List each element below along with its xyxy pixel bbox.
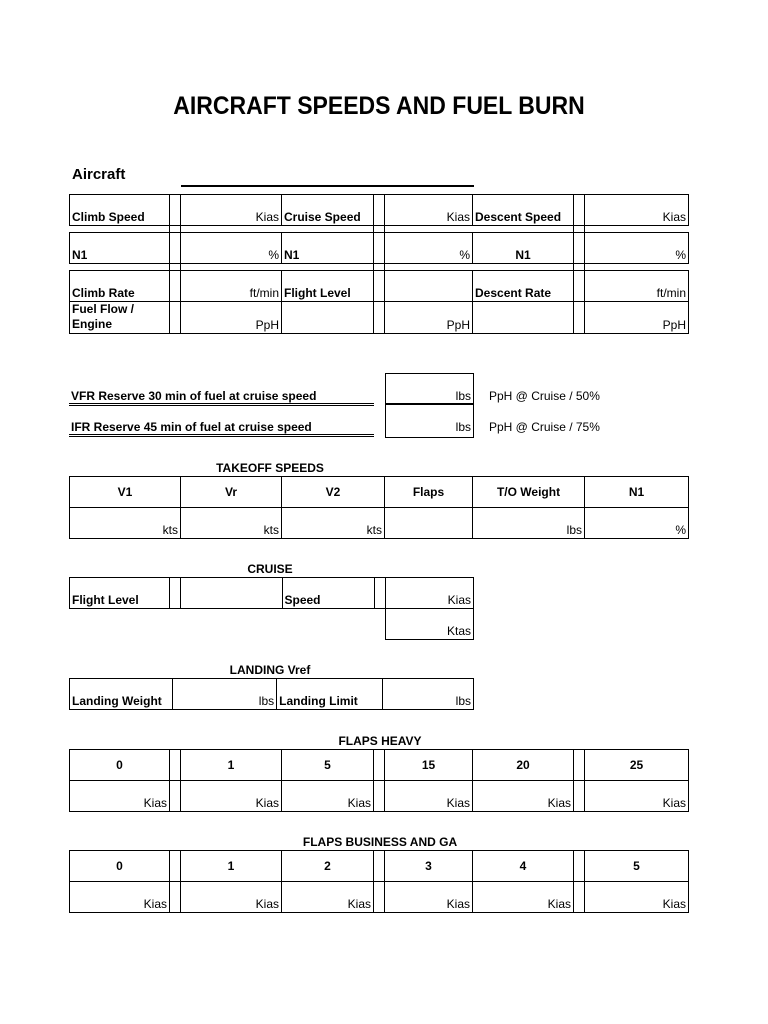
cell — [374, 851, 385, 882]
cell[interactable] — [574, 195, 585, 226]
flaps-ga-header: 5 — [585, 851, 689, 882]
cruise-speed-label: Speed — [282, 578, 374, 609]
flaps-heavy-kias[interactable]: Kias — [585, 781, 689, 812]
flaps-ga-header: 1 — [181, 851, 282, 882]
fuel-flow-cruise-unit[interactable]: PpH — [385, 302, 473, 334]
ifr-reserve-input[interactable]: lbs — [385, 404, 474, 438]
cell[interactable] — [170, 781, 181, 812]
flaps-heavy-kias[interactable]: Kias — [282, 781, 374, 812]
cell[interactable] — [170, 271, 181, 302]
climb-speed-label: Climb Speed — [70, 195, 170, 226]
flaps-heavy-header: 15 — [385, 750, 473, 781]
takeoff-header-n1: N1 — [585, 477, 689, 508]
flight-level-value[interactable] — [385, 271, 473, 302]
spacer — [170, 264, 181, 271]
flaps-heavy-kias[interactable]: Kias — [385, 781, 473, 812]
takeoff-weight-unit[interactable]: lbs — [473, 508, 585, 539]
spacer — [385, 264, 473, 271]
cruise-flight-level-value[interactable] — [181, 578, 282, 609]
page-title: AIRCRAFT SPEEDS AND FUEL BURN — [173, 92, 585, 120]
cell — [374, 750, 385, 781]
spacer — [585, 264, 689, 271]
spacer — [70, 609, 386, 640]
cell[interactable] — [282, 302, 374, 334]
spacer — [170, 226, 181, 233]
spacer — [473, 226, 574, 233]
spacer — [385, 226, 473, 233]
vfr-reserve-input[interactable]: lbs — [385, 373, 474, 404]
ifr-reserve-underline — [69, 434, 374, 437]
aircraft-input-line[interactable] — [181, 185, 474, 187]
takeoff-vr-unit[interactable]: kts — [181, 508, 282, 539]
descent-n1-unit[interactable]: % — [585, 233, 689, 264]
cruise-speed-unit[interactable]: Kias — [385, 195, 473, 226]
descent-rate-label: Descent Rate — [473, 271, 574, 302]
spacer — [70, 226, 170, 233]
takeoff-flaps-value[interactable] — [385, 508, 473, 539]
descent-speed-unit[interactable]: Kias — [585, 195, 689, 226]
flaps-ga-section-title: FLAPS BUSINESS AND GA — [302, 835, 458, 849]
cell[interactable] — [170, 302, 181, 334]
spacer — [70, 264, 170, 271]
ifr-reserve-note: PpH @ Cruise / 75% — [489, 420, 600, 434]
climb-n1-unit[interactable]: % — [181, 233, 282, 264]
fuel-flow-climb-unit[interactable]: PpH — [181, 302, 282, 334]
cell[interactable] — [374, 578, 385, 609]
flaps-heavy-header: 5 — [282, 750, 374, 781]
flaps-heavy-kias[interactable]: Kias — [473, 781, 574, 812]
takeoff-v1-unit[interactable]: kts — [70, 508, 181, 539]
flaps-heavy-header: 25 — [585, 750, 689, 781]
flaps-heavy-header: 20 — [473, 750, 574, 781]
takeoff-header-flaps: Flaps — [385, 477, 473, 508]
climb-n1-label: N1 — [70, 233, 170, 264]
descent-speed-label: Descent Speed — [473, 195, 574, 226]
takeoff-header-v1: V1 — [70, 477, 181, 508]
cell[interactable] — [574, 233, 585, 264]
cruise-ktas-unit[interactable]: Ktas — [385, 609, 473, 640]
cruise-speed-label: Cruise Speed — [282, 195, 374, 226]
cell — [574, 750, 585, 781]
landing-table — [69, 678, 474, 710]
flaps-heavy-header: 0 — [70, 750, 170, 781]
cell[interactable] — [574, 781, 585, 812]
cell[interactable] — [374, 882, 385, 913]
flaps-ga-kias[interactable]: Kias — [585, 882, 689, 913]
fuel-flow-label: Fuel Flow / Engine — [70, 302, 170, 334]
flaps-ga-header: 4 — [473, 851, 574, 882]
flaps-heavy-section-title: FLAPS HEAVY — [338, 734, 422, 748]
descent-n1-label: N1 — [473, 233, 574, 264]
landing-limit-label: Landing Limit — [277, 679, 383, 710]
cell[interactable] — [374, 271, 385, 302]
flaps-ga-kias[interactable]: Kias — [181, 882, 282, 913]
climb-rate-unit[interactable]: ft/min — [181, 271, 282, 302]
flaps-ga-kias[interactable]: Kias — [70, 882, 170, 913]
takeoff-header-v2: V2 — [282, 477, 385, 508]
spacer — [181, 264, 282, 271]
cruise-section-title: CRUISE — [247, 562, 293, 576]
spacer — [374, 264, 385, 271]
cell[interactable] — [374, 781, 385, 812]
cruise-table — [69, 577, 474, 640]
vfr-reserve-underline — [69, 403, 374, 406]
climb-speed-unit[interactable]: Kias — [181, 195, 282, 226]
takeoff-v2-unit[interactable]: kts — [282, 508, 385, 539]
flaps-heavy-header: 1 — [181, 750, 282, 781]
landing-limit-unit[interactable]: lbs — [383, 679, 474, 710]
landing-weight-label: Landing Weight — [70, 679, 173, 710]
cell[interactable] — [374, 195, 385, 226]
takeoff-header-weight: T/O Weight — [473, 477, 585, 508]
performance-table — [69, 194, 689, 334]
flaps-ga-header: 3 — [385, 851, 473, 882]
ifr-reserve-label: IFR Reserve 45 min of fuel at cruise speed — [71, 420, 312, 434]
cruise-kias-unit[interactable]: Kias — [385, 578, 473, 609]
flight-level-label: Flight Level — [282, 271, 374, 302]
takeoff-table — [69, 476, 689, 539]
cell[interactable] — [473, 302, 574, 334]
aircraft-label: Aircraft — [72, 166, 126, 183]
vfr-reserve-note: PpH @ Cruise / 50% — [489, 389, 600, 403]
cell[interactable] — [170, 578, 181, 609]
cruise-n1-label: N1 — [282, 233, 374, 264]
cell[interactable] — [374, 233, 385, 264]
spacer — [282, 226, 374, 233]
takeoff-section-title: TAKEOFF SPEEDS — [216, 461, 324, 475]
cell[interactable] — [574, 271, 585, 302]
flaps-ga-header: 2 — [282, 851, 374, 882]
vfr-reserve-label: VFR Reserve 30 min of fuel at cruise speed — [71, 389, 317, 403]
flaps-heavy-kias[interactable]: Kias — [181, 781, 282, 812]
cell — [170, 750, 181, 781]
descent-rate-unit[interactable]: ft/min — [585, 271, 689, 302]
spacer — [585, 226, 689, 233]
spacer — [374, 226, 385, 233]
spacer — [473, 264, 574, 271]
cell[interactable] — [170, 882, 181, 913]
spacer — [574, 264, 585, 271]
cruise-flight-level-label: Flight Level — [70, 578, 170, 609]
flaps-ga-header: 0 — [70, 851, 170, 882]
takeoff-n1-unit[interactable]: % — [585, 508, 689, 539]
spacer — [574, 226, 585, 233]
fuel-flow-descent-unit[interactable]: PpH — [585, 302, 689, 334]
flaps-ga-kias[interactable]: Kias — [282, 882, 374, 913]
cell — [170, 851, 181, 882]
spacer — [282, 264, 374, 271]
flaps-ga-kias[interactable]: Kias — [385, 882, 473, 913]
cruise-n1-unit[interactable]: % — [385, 233, 473, 264]
flaps-heavy-kias[interactable]: Kias — [70, 781, 170, 812]
climb-rate-label: Climb Rate — [70, 271, 170, 302]
cell — [574, 851, 585, 882]
flaps-heavy-table — [69, 749, 689, 812]
flaps-ga-table — [69, 850, 689, 913]
flaps-ga-kias[interactable]: Kias — [473, 882, 574, 913]
cell[interactable] — [170, 233, 181, 264]
cell[interactable] — [374, 302, 385, 334]
takeoff-header-vr: Vr — [181, 477, 282, 508]
landing-weight-unit[interactable]: lbs — [173, 679, 277, 710]
landing-section-title: LANDING Vref — [229, 663, 311, 677]
cell[interactable] — [574, 882, 585, 913]
cell[interactable] — [574, 302, 585, 334]
spacer — [181, 226, 282, 233]
cell[interactable] — [170, 195, 181, 226]
